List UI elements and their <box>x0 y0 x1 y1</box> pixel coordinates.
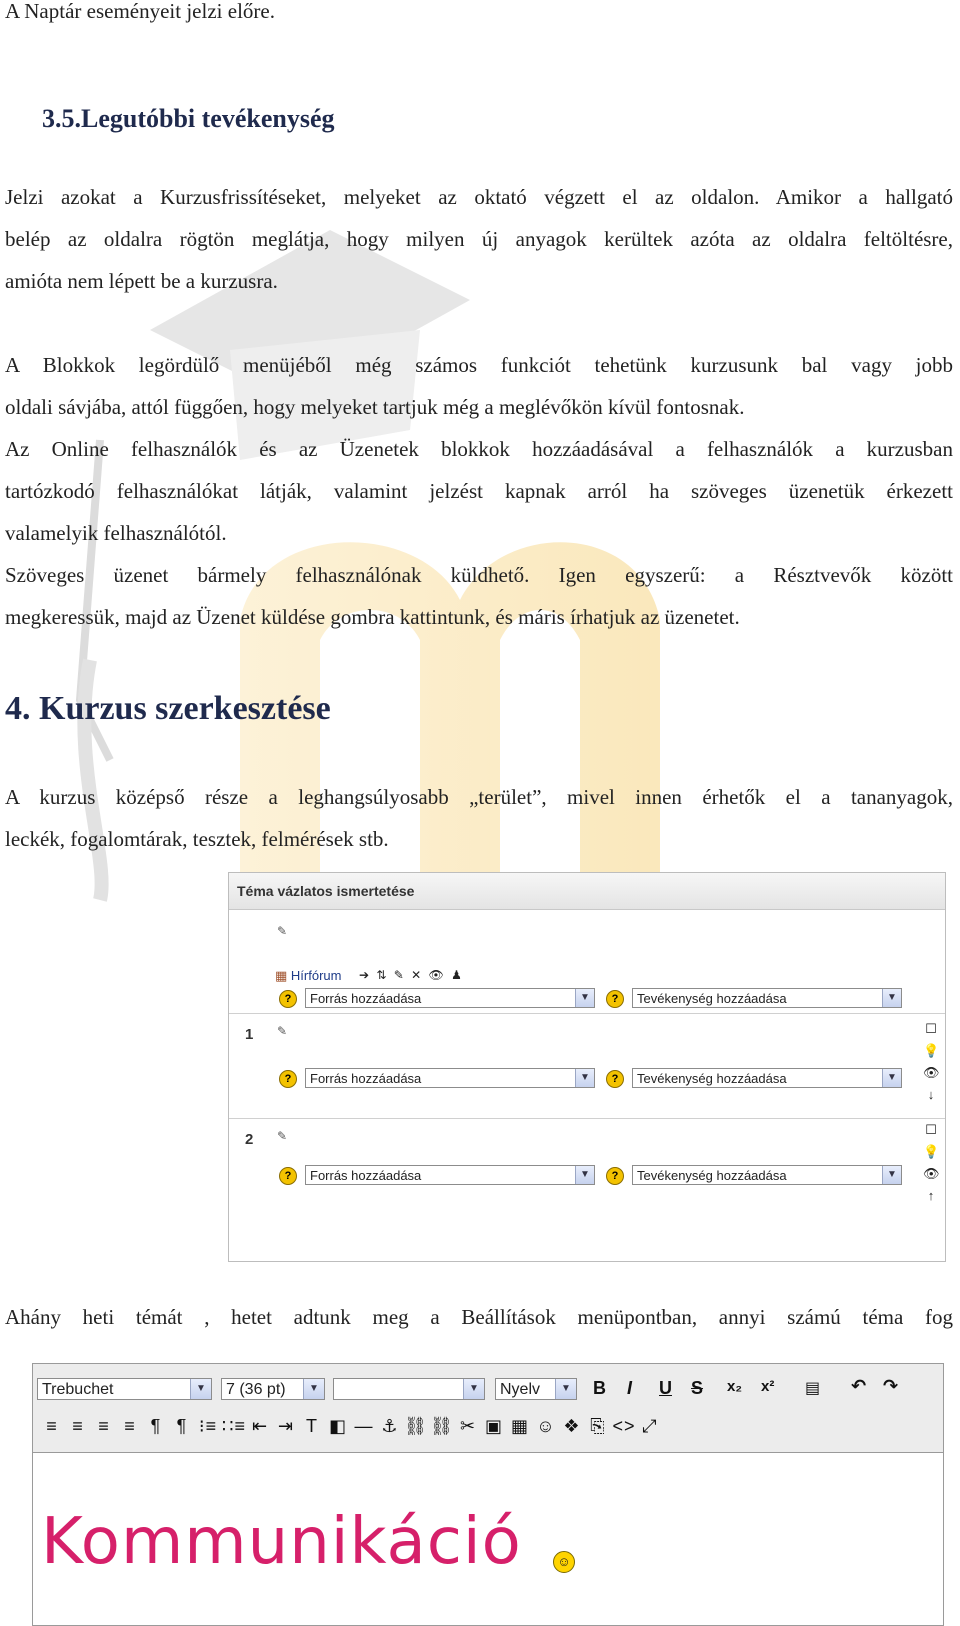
add-activity-select[interactable]: Tevékenység hozzáadása ▼ <box>632 1165 902 1185</box>
indent-icon[interactable]: ⇥ <box>277 1416 295 1436</box>
chevron-down-icon: ▼ <box>882 989 901 1007</box>
lightbulb-icon[interactable]: 💡 <box>923 1043 940 1058</box>
paragraph-line: leckék, fogalomtárak, tesztek, felmérések stb. <box>5 827 389 851</box>
chevron-down-icon: ▼ <box>555 1379 576 1399</box>
paragraph-line: megkeressük, majd az Üzenet küldése gombra kattintunk, és máris írhatjuk az üzenetet. <box>5 605 740 629</box>
section-heading-3-5: 3.5.Legutóbbi tevékenység <box>42 104 335 133</box>
ordered-list-icon[interactable]: ⁝≡ <box>198 1416 218 1436</box>
horizontal-rule-icon[interactable]: — <box>354 1416 374 1436</box>
anchor-icon[interactable]: ⚓ <box>381 1416 399 1436</box>
add-resource-select[interactable]: Forrás hozzáadása ▼ <box>305 988 595 1008</box>
paragraph-line: belép az oldalra rögtön meglátja, hogy milyen új anyagok kerültek azóta az oldalra feltöltésre, <box>5 227 953 251</box>
news-forum-link[interactable]: ▦ Hírfórum <box>275 968 342 983</box>
background-color-icon[interactable]: ◧ <box>328 1416 347 1436</box>
chapter-heading-4: 4. Kurzus szerkesztése <box>5 690 331 727</box>
course-outline-title: Téma vázlatos ismertetése <box>229 873 945 910</box>
move-down-icon[interactable]: ↓ <box>927 1087 935 1102</box>
nolink-icon[interactable]: ✂ <box>459 1416 477 1436</box>
font-size-select[interactable]: 7 (36 pt) ▼ <box>221 1378 325 1400</box>
highlight-icon[interactable]: ☐ <box>925 1122 937 1137</box>
chevron-down-icon: ▼ <box>190 1379 211 1399</box>
eye-icon[interactable]: 👁 <box>923 1166 940 1181</box>
italic-button[interactable]: I <box>627 1378 633 1398</box>
paragraph-line: Jelzi azokat a Kurzusfrissítéseket, melyeket az oktató végzett el az oldalon. Amikor a hallgató <box>5 185 953 209</box>
paragraph-line: valamelyik felhasználótól. <box>5 521 227 545</box>
add-resource-select[interactable]: Forrás hozzáadása ▼ <box>305 1068 595 1088</box>
html-editor <box>32 1363 944 1626</box>
calendar-note: A Naptár eseményeit jelzi előre. <box>5 0 275 23</box>
highlight-icon[interactable]: ☐ <box>925 1021 937 1036</box>
chevron-down-icon: ▼ <box>882 1069 901 1087</box>
help-icon[interactable]: ? <box>606 1167 624 1185</box>
edit-icon[interactable]: ✎ <box>277 924 288 938</box>
align-right-icon[interactable]: ≡ <box>98 1416 110 1436</box>
link-icon[interactable]: ⛓ <box>404 1416 428 1436</box>
chevron-down-icon: ▼ <box>303 1379 324 1399</box>
add-resource-select[interactable]: Forrás hozzáadása ▼ <box>305 1165 595 1185</box>
section-number: 1 <box>245 1026 254 1043</box>
move-up-icon[interactable]: ↑ <box>927 1188 935 1203</box>
subscript-button[interactable]: x₂ <box>727 1378 743 1395</box>
font-family-select[interactable]: Trebuchet ▼ <box>37 1378 212 1400</box>
help-icon[interactable]: ? <box>606 990 624 1008</box>
undo-icon[interactable]: ↶ <box>851 1376 867 1396</box>
bold-button[interactable]: B <box>593 1378 606 1398</box>
special-char-icon[interactable]: ❖ <box>563 1416 581 1436</box>
add-activity-select[interactable]: Tevékenység hozzáadása ▼ <box>632 988 902 1008</box>
paragraph-line: amióta nem lépett be a kurzusra. <box>5 269 278 293</box>
align-left-icon[interactable]: ≡ <box>46 1416 58 1436</box>
section-controls <box>923 1018 939 1106</box>
rtl-icon[interactable]: ¶ <box>176 1416 188 1436</box>
smiley-icon: ☺ <box>553 1551 575 1573</box>
editor-content-area[interactable] <box>33 1453 943 1625</box>
editor-content-text: Kommunikáció <box>41 1505 522 1579</box>
help-icon[interactable]: ? <box>279 1070 297 1088</box>
outdent-icon[interactable]: ⇤ <box>251 1416 269 1436</box>
smiley-icon[interactable]: ☺ <box>536 1416 556 1436</box>
html-source-icon[interactable]: <> <box>612 1416 636 1436</box>
forum-tool-icons[interactable]: ➔ ⇅ ✎ ✕ 👁 ♟ <box>359 968 464 982</box>
paragraph-line: oldali sávjába, attól függően, hogy melyeket tartjuk még a meglévőkön kívül fontosnak. <box>5 395 745 419</box>
section-number: 2 <box>245 1131 254 1148</box>
chevron-down-icon: ▼ <box>882 1166 901 1184</box>
unordered-list-icon[interactable]: ∷≡ <box>222 1416 246 1436</box>
help-icon[interactable]: ? <box>279 990 297 1008</box>
format-select[interactable] <box>333 1378 485 1400</box>
fullscreen-icon[interactable]: ⤢ <box>642 1416 658 1436</box>
chevron-down-icon: ▼ <box>575 1069 594 1087</box>
topic-section-0 <box>229 910 945 1008</box>
unlink-icon[interactable]: ⛓ <box>430 1416 454 1436</box>
help-icon[interactable]: ? <box>606 1070 624 1088</box>
underline-button[interactable]: U <box>659 1378 672 1398</box>
paragraph-line: Ahány heti témát , hetet adtunk meg a Beállítások menüpontban, annyi számú téma fog <box>5 1305 953 1329</box>
topic-section-1 <box>229 1013 945 1114</box>
paragraph-line: Szöveges üzenet bármely felhasználónak küldhető. Igen egyszerű: a Résztvevők között <box>5 563 953 587</box>
search-replace-icon[interactable]: ⎘ <box>590 1416 606 1436</box>
text-color-icon[interactable]: T <box>306 1416 318 1436</box>
chevron-down-icon: ▼ <box>463 1379 484 1399</box>
language-select[interactable]: Nyelv ▼ <box>495 1378 577 1400</box>
table-icon[interactable]: ▦ <box>510 1416 529 1436</box>
forum-icon: ▦ <box>275 968 291 983</box>
word-paste-icon[interactable]: ▤ <box>805 1380 821 1397</box>
strikethrough-button[interactable]: S <box>691 1378 704 1398</box>
chevron-down-icon: ▼ <box>575 1166 594 1184</box>
add-activity-select[interactable]: Tevékenység hozzáadása ▼ <box>632 1068 902 1088</box>
lightbulb-icon[interactable]: 💡 <box>923 1144 940 1159</box>
help-icon[interactable]: ? <box>279 1167 297 1185</box>
edit-icon[interactable]: ✎ <box>277 1024 288 1038</box>
paragraph-line: tartózkodó felhasználókat látják, valamint jelzést kapnak arról ha szöveges üzenetük érkezett <box>5 479 953 503</box>
image-icon[interactable]: ▣ <box>484 1416 503 1436</box>
align-center-icon[interactable]: ≡ <box>72 1416 84 1436</box>
section-controls <box>923 1119 939 1207</box>
paragraph-line: A kurzus középső része a leghangsúlyosabb „terület”, mivel innen érhetők el a tananyagok, <box>5 785 953 809</box>
formatting-toolbar-row <box>39 1416 939 1444</box>
edit-icon[interactable]: ✎ <box>277 1129 288 1143</box>
course-outline-panel <box>228 872 946 1262</box>
justify-icon[interactable]: ≡ <box>124 1416 136 1436</box>
eye-icon[interactable]: 👁 <box>923 1065 940 1080</box>
paragraph-line: A Blokkok legördülő menüjéből még számos funkciót tehetünk kurzusunk bal vagy jobb <box>5 353 953 377</box>
redo-icon[interactable]: ↷ <box>883 1376 899 1396</box>
superscript-button[interactable]: x² <box>761 1378 775 1395</box>
topic-section-2 <box>229 1118 945 1219</box>
paragraph-line: Az Online felhasználók és az Üzenetek blokkok hozzáadásával a felhasználók a kurzusban <box>5 437 953 461</box>
editor-toolbar <box>33 1364 943 1453</box>
chevron-down-icon: ▼ <box>575 989 594 1007</box>
ltr-icon[interactable]: ¶ <box>150 1416 162 1436</box>
